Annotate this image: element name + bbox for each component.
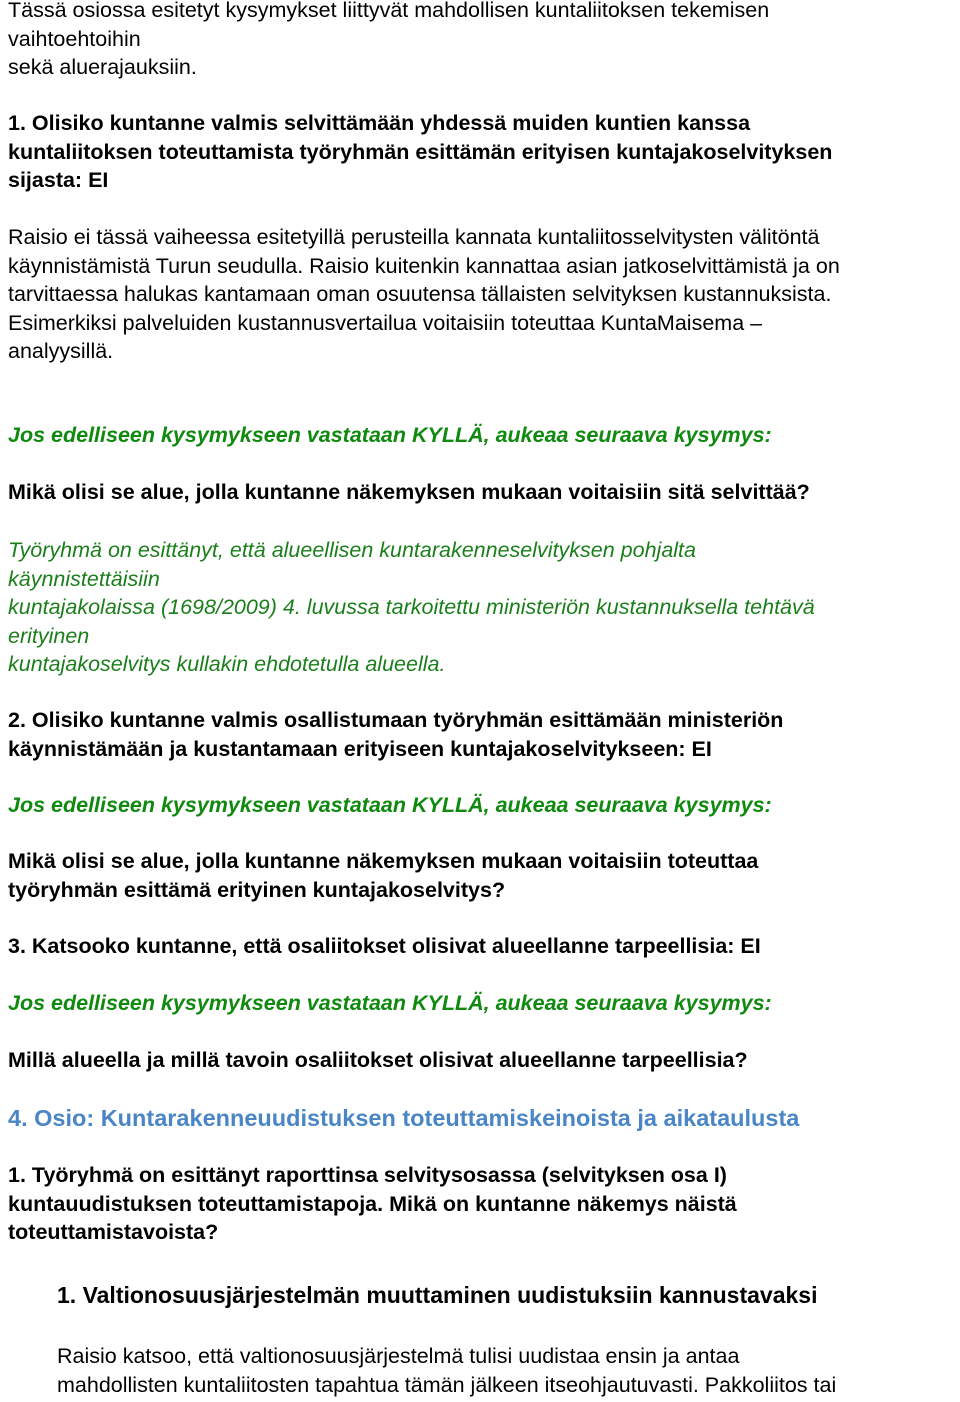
- answer-1-line: tarvittaessa halukas kantamaan oman osuutensa tällaisten selvityksen kustannuksista.: [8, 282, 832, 307]
- followup-question-2: [8, 847, 960, 904]
- section-4-question-1: [8, 1161, 960, 1247]
- intro-line: vaihtoehtoihin: [8, 26, 141, 51]
- followup-question-2-line: työryhmän esittämä erityinen kuntajakoselvitys?: [8, 877, 506, 902]
- section-4-subheading-1: [57, 1280, 960, 1310]
- note-line: erityinen: [8, 623, 90, 648]
- section-4-subheading-1-text: 1. Valtionosuusjärjestelmän muuttaminen uudistuksiin kannustavaksi: [57, 1282, 818, 1308]
- question-3: [8, 932, 960, 961]
- question-1-line: kuntaliitoksen toteuttamista työryhmän esittämän erityisen kuntajakoselvityksen: [8, 139, 833, 164]
- note-line: Työryhmä on esittänyt, että alueellisen kuntarakenneselvityksen pohjalta: [8, 538, 696, 562]
- followup-question-3-text: Millä alueella ja millä tavoin osaliitokset olisivat alueellanne tarpeellisia?: [8, 1048, 748, 1072]
- answer-1: [8, 223, 960, 366]
- answer-1-line: Esimerkiksi palveluiden kustannusvertailua voitaisiin toteuttaa KuntaMaisema –: [8, 310, 763, 335]
- answer-1-line: analyysillä.: [8, 339, 114, 364]
- question-1-line: 1. Olisiko kuntanne valmis selvittämään yhdessä muiden kuntien kanssa: [8, 111, 751, 135]
- followup-question-3: [8, 1046, 960, 1075]
- note-line: käynnistettäisiin: [8, 566, 160, 591]
- question-2-line: 2. Olisiko kuntanne valmis osallistumaan työryhmän esittämään ministeriön: [8, 708, 784, 732]
- answer-1-line: käynnistämistä Turun seudulla. Raisio kuitenkin kannattaa asian jatkoselvittämistä ja on: [8, 253, 840, 278]
- question-1: [8, 109, 960, 195]
- note-line: kuntajakoselvitys kullakin ehdotetulla alueella.: [8, 652, 446, 677]
- followup-prompt-3: [8, 989, 960, 1018]
- intro-line: sekä aluerajauksiin.: [8, 55, 197, 80]
- followup-prompt-2-text: Jos edelliseen kysymykseen vastataan KYLLÄ, aukeaa seuraava kysymys:: [8, 793, 772, 817]
- intro-paragraph: [8, 0, 960, 82]
- followup-prompt-1: [8, 421, 960, 450]
- section-4-answer-1-line: mahdollisten kuntaliitosten tapahtua tämän jälkeen itseohjautuvasti. Pakkoliitos tai: [57, 1372, 837, 1397]
- section-4-question-1-line: kuntauudistuksen toteuttamistapoja. Mikä on kuntanne näkemys näistä: [8, 1191, 737, 1216]
- followup-prompt-1-text: Jos edelliseen kysymykseen vastataan KYLLÄ, aukeaa seuraava kysymys:: [8, 423, 772, 447]
- followup-question-1-text: Mikä olisi se alue, jolla kuntanne näkemyksen mukaan voitaisiin sitä selvittää?: [8, 480, 810, 504]
- intro-line: Tässä osiossa esitetyt kysymykset liittyvät mahdollisen kuntaliitoksen tekemisen: [8, 0, 770, 22]
- followup-question-2-line: Mikä olisi se alue, jolla kuntanne näkemyksen mukaan voitaisiin toteuttaa: [8, 849, 759, 873]
- question-3-text: 3. Katsooko kuntanne, että osaliitokset olisivat alueellanne tarpeellisia: EI: [8, 934, 761, 958]
- working-group-note: [8, 536, 960, 679]
- section-4-question-1-line: 1. Työryhmä on esittänyt raporttinsa selvitysosassa (selvityksen osa I): [8, 1163, 727, 1187]
- section-4-heading-text: 4. Osio: Kuntarakenneuudistuksen toteuttamiskeinoista ja aikataulusta: [8, 1105, 800, 1131]
- section-4-answer-1: [57, 1342, 960, 1399]
- followup-prompt-2: [8, 791, 960, 820]
- section-4-question-1-line: toteuttamistavoista?: [8, 1220, 219, 1245]
- question-1-line: sijasta: EI: [8, 168, 109, 193]
- section-4-heading: [8, 1103, 960, 1133]
- section-4-answer-1-line: Raisio katsoo, että valtionosuusjärjestelmä tulisi uudistaa ensin ja antaa: [57, 1344, 740, 1368]
- question-2: [8, 706, 960, 763]
- followup-prompt-3-text: Jos edelliseen kysymykseen vastataan KYLLÄ, aukeaa seuraava kysymys:: [8, 991, 772, 1015]
- question-2-line: käynnistämään ja kustantamaan erityiseen kuntajakoselvitykseen: EI: [8, 736, 712, 761]
- note-line: kuntajakolaissa (1698/2009) 4. luvussa tarkoitettu ministeriön kustannuksella tehtävä: [8, 595, 815, 620]
- answer-1-line: Raisio ei tässä vaiheessa esitetyillä perusteilla kannata kuntaliitosselvitysten välitöntä: [8, 225, 820, 249]
- followup-question-1: [8, 478, 960, 507]
